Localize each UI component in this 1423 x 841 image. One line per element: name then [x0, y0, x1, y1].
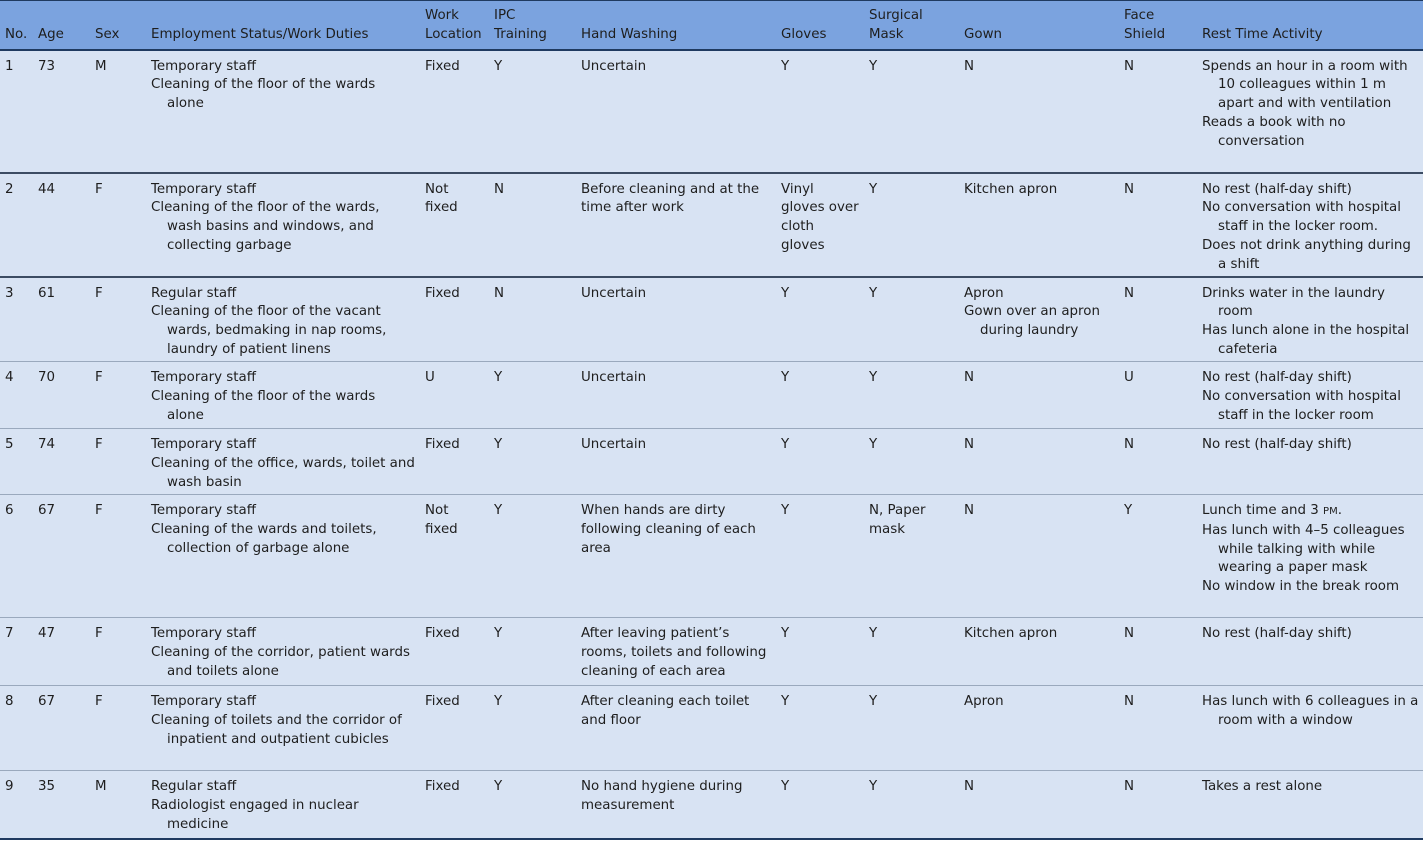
cell-hand-washing: After leaving patient’s rooms, toilets and following cleaning of each area [576, 618, 776, 686]
cell-gown: Kitchen apron [959, 618, 1119, 686]
cell-ipc: N [489, 173, 576, 277]
table-row [0, 686, 1423, 771]
cell-rest: No rest (half-day shift) [1197, 429, 1423, 495]
cell-ipc: Y [489, 429, 576, 495]
cell-hand-washing: When hands are dirty following cleaning of each area [576, 495, 776, 618]
cell-mask: Y [864, 771, 959, 839]
header-no: No. [0, 1, 33, 50]
table-row [0, 429, 1423, 495]
cell-employment: Temporary staff Cleaning of the office, wards, toilet and wash basin [146, 429, 420, 495]
cell-employment: Regular staff Cleaning of the floor of the vacant wards, bedmaking in nap rooms, laundry of patient linens [146, 277, 420, 362]
cell-gloves: Y [776, 495, 864, 618]
cell-employment: Temporary staff Cleaning of the corridor, patient wards and toilets alone [146, 618, 420, 686]
cell-age: 61 [33, 277, 90, 362]
cell-work-location: Fixed [420, 771, 489, 839]
cell-face-shield: N [1119, 50, 1197, 173]
cell-mask: N, Paper mask [864, 495, 959, 618]
cell-gown: Apron Gown over an apron during laundry [959, 277, 1119, 362]
cell-hand-washing: No hand hygiene during measurement [576, 771, 776, 839]
cell-age: 73 [33, 50, 90, 173]
cell-no: 9 [0, 771, 33, 839]
header-face-shield: Face Shield [1119, 1, 1197, 50]
table-row [0, 618, 1423, 686]
cell-face-shield: N [1119, 277, 1197, 362]
cell-ipc: Y [489, 771, 576, 839]
cell-work-location: Fixed [420, 618, 489, 686]
cell-rest: No rest (half-day shift) No conversation with hospital staff in the locker room. Does not drink anything during a shift [1197, 173, 1423, 277]
cell-no: 8 [0, 686, 33, 771]
cell-ipc: Y [489, 50, 576, 173]
cell-ipc: Y [489, 362, 576, 429]
cell-mask: Y [864, 173, 959, 277]
cell-gown: N [959, 50, 1119, 173]
cell-hand-washing: Before cleaning and at the time after work [576, 173, 776, 277]
cell-sex: F [90, 495, 146, 618]
table-row [0, 173, 1423, 277]
cell-rest: Lunch time and 3 PM. Has lunch with 4–5 colleagues while talking with while wearing a paper mask No window in the break room [1197, 495, 1423, 618]
header-surgical-mask: Surgical Mask [864, 1, 959, 50]
cell-gown: N [959, 771, 1119, 839]
header-employment: Employment Status/Work Duties [146, 1, 420, 50]
cell-gloves: Y [776, 686, 864, 771]
cell-gown: N [959, 362, 1119, 429]
table-row [0, 771, 1423, 839]
cell-mask: Y [864, 50, 959, 173]
cell-work-location: Not fixed [420, 173, 489, 277]
table-row [0, 277, 1423, 362]
cell-employment: Temporary staff Cleaning of the wards and toilets, collection of garbage alone [146, 495, 420, 618]
cell-face-shield: N [1119, 771, 1197, 839]
cell-work-location: U [420, 362, 489, 429]
cell-employment: Temporary staff Cleaning of the floor of the wards alone [146, 50, 420, 173]
cell-sex: M [90, 771, 146, 839]
table-row [0, 362, 1423, 429]
cell-face-shield: N [1119, 686, 1197, 771]
cell-ipc: Y [489, 618, 576, 686]
cell-rest: Spends an hour in a room with 10 colleagues within 1 m apart and with ventilation Reads a book with no conversation [1197, 50, 1423, 173]
cell-age: 67 [33, 495, 90, 618]
cell-no: 4 [0, 362, 33, 429]
cell-gloves: Y [776, 50, 864, 173]
cell-gloves: Y [776, 429, 864, 495]
cell-hand-washing: Uncertain [576, 362, 776, 429]
cell-gloves: Y [776, 618, 864, 686]
table-row [0, 495, 1423, 618]
cell-sex: F [90, 429, 146, 495]
cell-age: 44 [33, 173, 90, 277]
cell-ipc: Y [489, 495, 576, 618]
cell-mask: Y [864, 618, 959, 686]
cell-sex: F [90, 618, 146, 686]
cell-ipc: Y [489, 686, 576, 771]
cell-no: 2 [0, 173, 33, 277]
cell-no: 6 [0, 495, 33, 618]
cell-hand-washing: After cleaning each toilet and floor [576, 686, 776, 771]
header-gown: Gown [959, 1, 1119, 50]
cell-no: 1 [0, 50, 33, 173]
cell-hand-washing: Uncertain [576, 50, 776, 173]
cell-gloves: Y [776, 771, 864, 839]
cell-hand-washing: Uncertain [576, 429, 776, 495]
cell-face-shield: N [1119, 618, 1197, 686]
header-age: Age [33, 1, 90, 50]
cell-employment: Temporary staff Cleaning of the floor of the wards, wash basins and windows, and collecting garbage [146, 173, 420, 277]
cell-work-location: Fixed [420, 686, 489, 771]
cell-gloves: Vinyl gloves over cloth gloves [776, 173, 864, 277]
cell-mask: Y [864, 277, 959, 362]
cell-rest: Has lunch with 6 colleagues in a room with a window [1197, 686, 1423, 771]
cell-face-shield: N [1119, 429, 1197, 495]
cell-no: 5 [0, 429, 33, 495]
cell-face-shield: Y [1119, 495, 1197, 618]
header-rest-activity: Rest Time Activity [1197, 1, 1423, 50]
cell-age: 70 [33, 362, 90, 429]
cell-mask: Y [864, 362, 959, 429]
cell-rest: Drinks water in the laundry room Has lunch alone in the hospital cafeteria [1197, 277, 1423, 362]
cell-work-location: Fixed [420, 429, 489, 495]
cell-gown: N [959, 429, 1119, 495]
cell-age: 47 [33, 618, 90, 686]
cell-work-location: Fixed [420, 50, 489, 173]
cell-mask: Y [864, 429, 959, 495]
cell-mask: Y [864, 686, 959, 771]
cell-gown: Kitchen apron [959, 173, 1119, 277]
header-row [0, 1, 1423, 50]
cell-rest: No rest (half-day shift) [1197, 618, 1423, 686]
cell-gloves: Y [776, 277, 864, 362]
cell-no: 7 [0, 618, 33, 686]
cell-sex: F [90, 277, 146, 362]
cell-age: 35 [33, 771, 90, 839]
header-ipc-training: IPC Training [489, 1, 576, 50]
table-row [0, 50, 1423, 173]
cell-gloves: Y [776, 362, 864, 429]
header-gloves: Gloves [776, 1, 864, 50]
cell-employment: Regular staff Radiologist engaged in nuclear medicine [146, 771, 420, 839]
cell-rest: No rest (half-day shift) No conversation with hospital staff in the locker room [1197, 362, 1423, 429]
header-sex: Sex [90, 1, 146, 50]
cell-gown: Apron [959, 686, 1119, 771]
cell-ipc: N [489, 277, 576, 362]
cell-age: 74 [33, 429, 90, 495]
cell-face-shield: N [1119, 173, 1197, 277]
cell-gown: N [959, 495, 1119, 618]
cell-rest: Takes a rest alone [1197, 771, 1423, 839]
header-hand-washing: Hand Washing [576, 1, 776, 50]
cell-sex: F [90, 686, 146, 771]
cell-employment: Temporary staff Cleaning of toilets and the corridor of inpatient and outpatient cubicles [146, 686, 420, 771]
cell-no: 3 [0, 277, 33, 362]
cell-sex: M [90, 50, 146, 173]
cell-face-shield: U [1119, 362, 1197, 429]
cell-age: 67 [33, 686, 90, 771]
cell-hand-washing: Uncertain [576, 277, 776, 362]
cell-sex: F [90, 173, 146, 277]
cell-sex: F [90, 362, 146, 429]
cell-work-location: Not fixed [420, 495, 489, 618]
header-work-location: Work Location [420, 1, 489, 50]
cell-work-location: Fixed [420, 277, 489, 362]
cell-employment: Temporary staff Cleaning of the floor of the wards alone [146, 362, 420, 429]
